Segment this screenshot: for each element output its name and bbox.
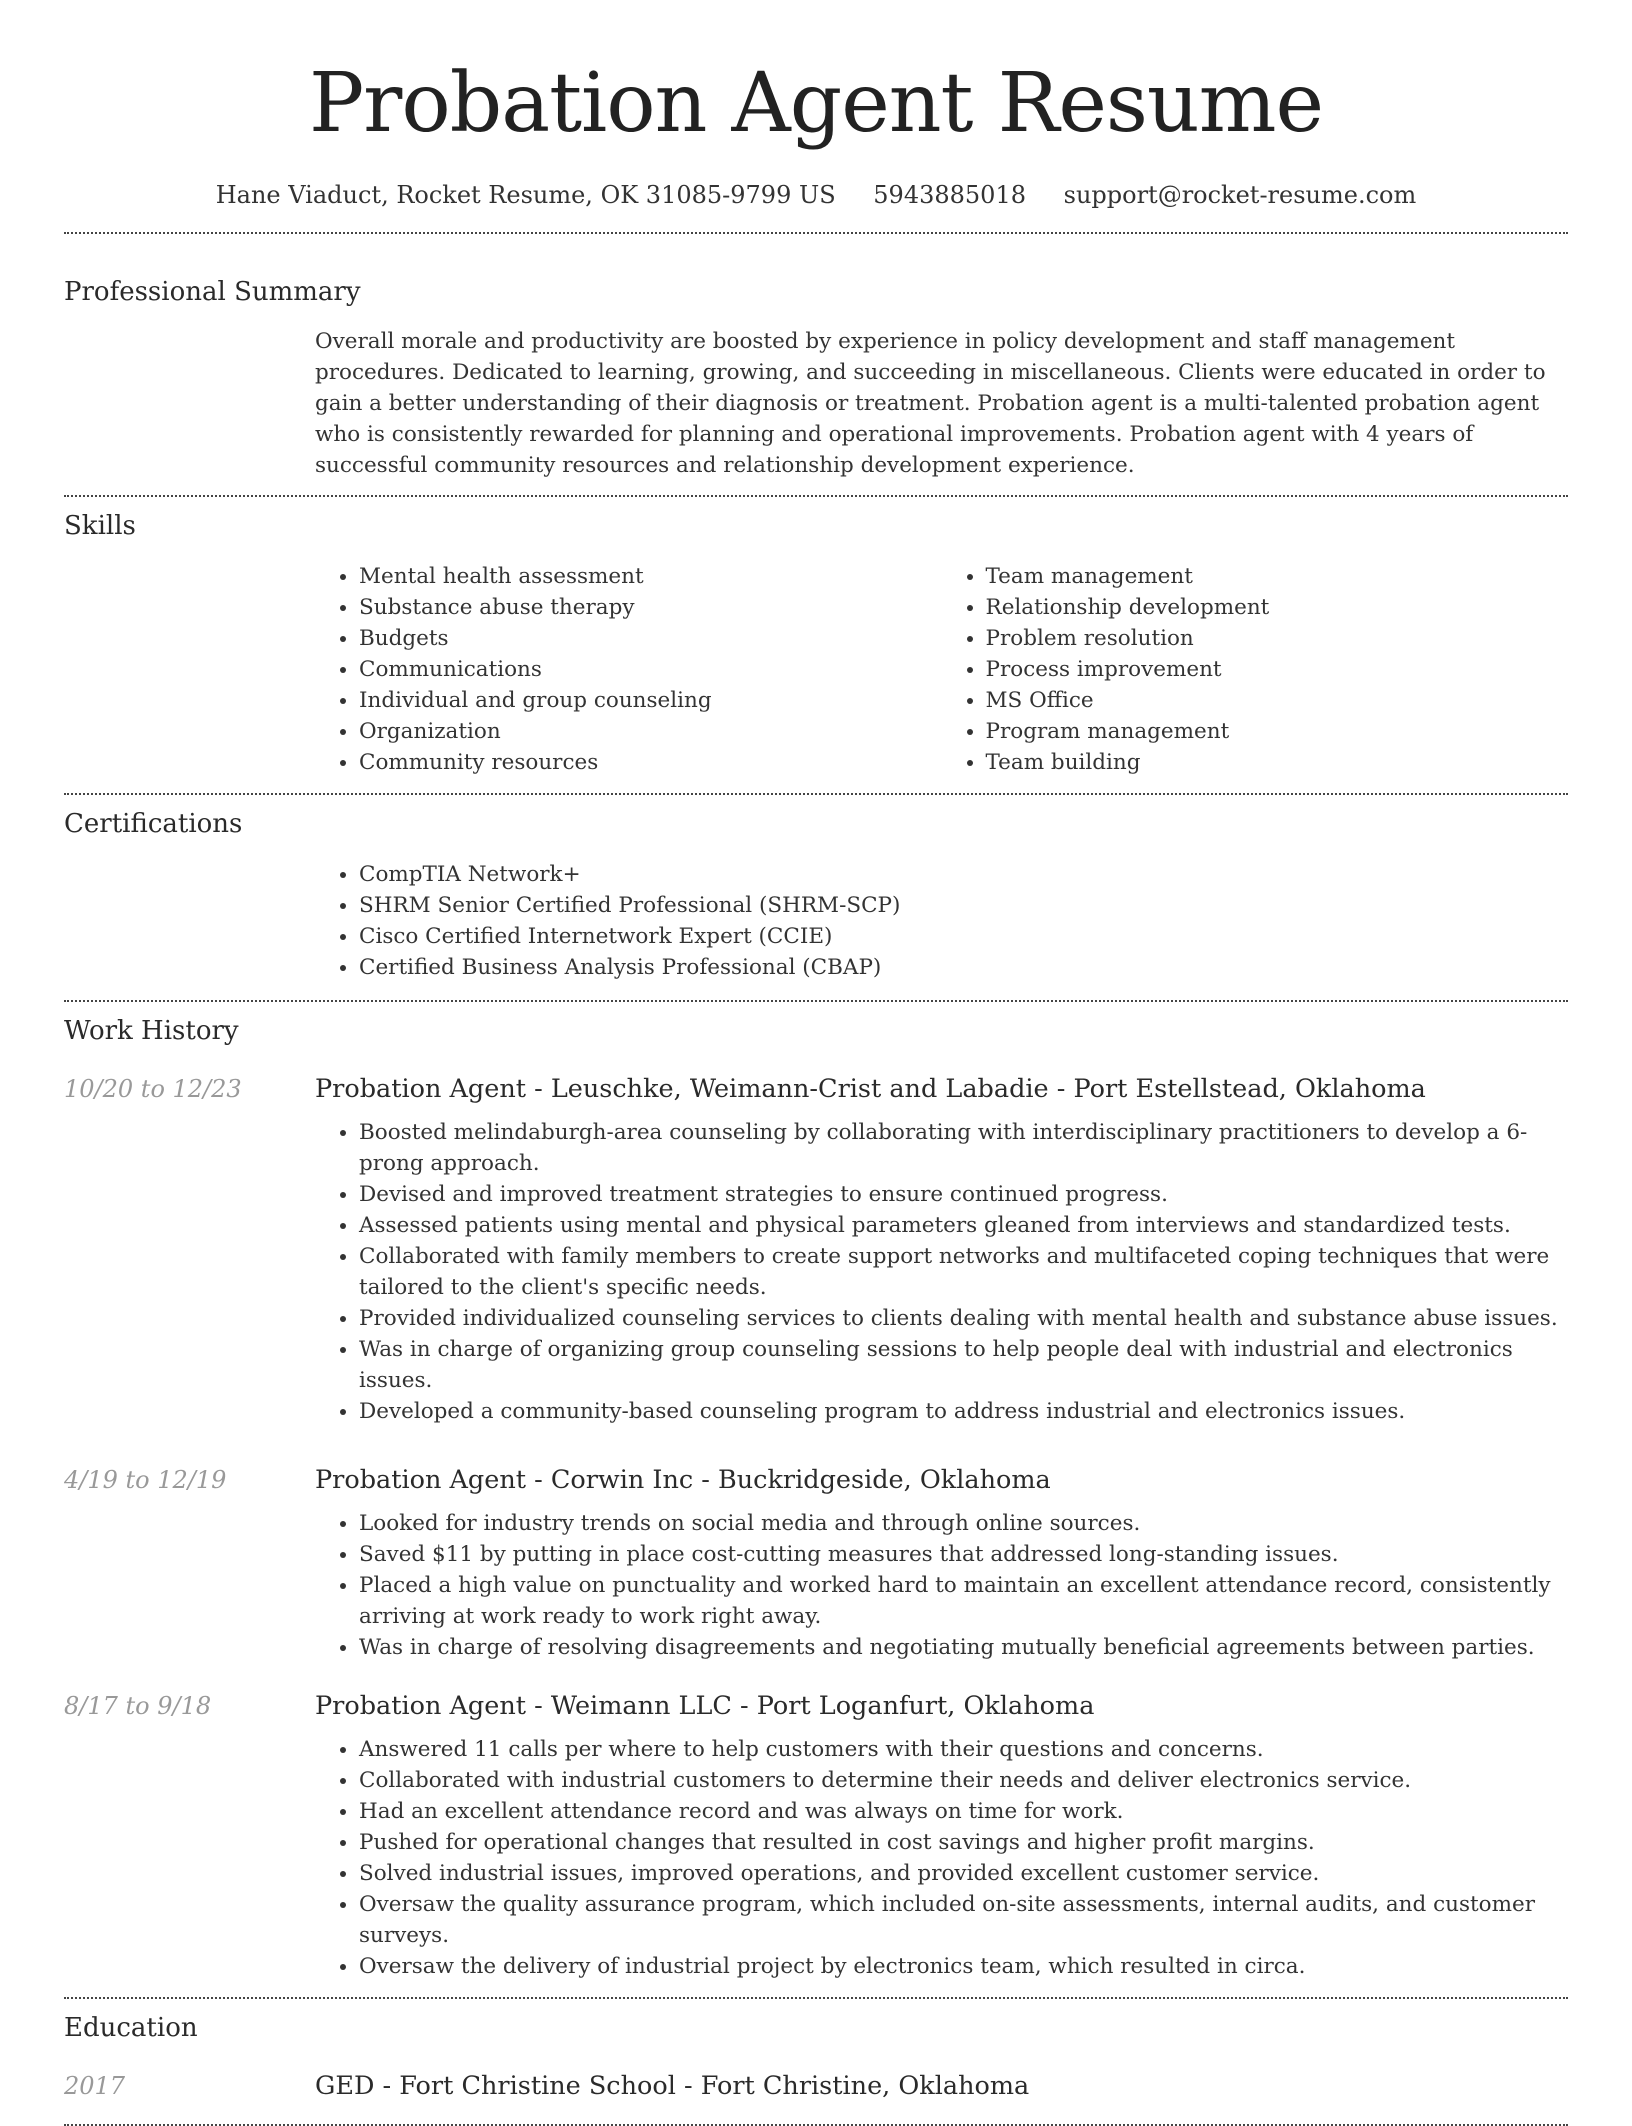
list-item: • Program management <box>986 716 1569 747</box>
section-skills <box>64 506 1568 778</box>
list-item: • Collaborated with industrial customers to determine their needs and deliver electronics service. <box>359 1765 1568 1796</box>
job-dates: 4/19 to 12/19 <box>64 1466 227 1494</box>
list-item: • Was in charge of organizing group counseling sessions to help people deal with industrial and electronics issues. <box>359 1334 1568 1396</box>
certifications-body <box>315 859 1568 983</box>
job-bullets <box>315 1508 1568 1663</box>
divider <box>64 1000 1568 1002</box>
contact-email: support@rocket-resume.com <box>1063 181 1417 209</box>
section-work-history <box>64 1011 1568 1982</box>
list-item: • Solved industrial issues, improved operations, and provided excellent customer service. <box>359 1858 1568 1889</box>
list-item: • MS Office <box>986 685 1569 716</box>
list-item: • Certified Business Analysis Professional (CBAP) <box>359 952 1568 983</box>
job-entry <box>64 1460 1568 1663</box>
list-item: • Boosted melindaburgh-area counseling by collaborating with interdisciplinary practitioners to develop a 6-prong approach. <box>359 1117 1568 1179</box>
section-heading: Certifications <box>64 809 243 839</box>
section-heading: Skills <box>64 511 136 541</box>
section-heading: Professional Summary <box>64 277 361 307</box>
job-body <box>315 1508 1568 1663</box>
education-year: 2017 <box>64 2072 126 2100</box>
job-dates: 10/20 to 12/23 <box>64 1075 242 1103</box>
resume-page <box>64 0 1568 2126</box>
job-bullets <box>315 1734 1568 1982</box>
list-item: • Organization <box>359 716 942 747</box>
list-item: • Placed a high value on punctuality and worked hard to maintain an excellent attendance record, consistently arriving at work ready to work right away. <box>359 1570 1568 1632</box>
list-item: • Pushed for operational changes that resulted in cost savings and higher profit margins. <box>359 1827 1568 1858</box>
section-summary <box>64 272 1568 481</box>
list-item: • Communications <box>359 654 942 685</box>
list-item: • Relationship development <box>986 592 1569 623</box>
education-entry <box>64 2066 1568 2106</box>
contact-phone: 5943885018 <box>873 181 1026 209</box>
list-item: • Process improvement <box>986 654 1569 685</box>
divider <box>64 1997 1568 1999</box>
list-item: • Individual and group counseling <box>359 685 942 716</box>
divider <box>64 232 1568 234</box>
list-item: • Looked for industry trends on social media and through online sources. <box>359 1508 1568 1539</box>
list-item: • Devised and improved treatment strategies to ensure continued progress. <box>359 1179 1568 1210</box>
list-item: • Provided individualized counseling services to clients dealing with mental health and substance abuse issues. <box>359 1303 1568 1334</box>
list-item: • Collaborated with family members to create support networks and multifaceted coping techniques that were tailored to the client's specific needs. <box>359 1241 1568 1303</box>
divider <box>64 793 1568 795</box>
list-item: • Assessed patients using mental and physical parameters gleaned from interviews and standardized tests. <box>359 1210 1568 1241</box>
list-item: • Saved $11 by putting in place cost-cutting measures that addressed long-standing issues. <box>359 1539 1568 1570</box>
list-item: • Substance abuse therapy <box>359 592 942 623</box>
page-title: Probation Agent Resume <box>308 56 1324 151</box>
job-header <box>64 1686 1568 1726</box>
job-body <box>315 1734 1568 1982</box>
list-item: • CompTIA Network+ <box>359 859 1568 890</box>
list-item: • Problem resolution <box>986 623 1569 654</box>
section-certifications <box>64 804 1568 983</box>
list-item: • Mental health assessment <box>359 561 942 592</box>
list-item: • Community resources <box>359 747 942 778</box>
divider <box>64 495 1568 497</box>
summary-body <box>315 326 1568 481</box>
skills-list-right <box>942 561 1569 778</box>
job-header <box>64 1069 1568 1109</box>
job-title: Probation Agent - Corwin Inc - Buckridgeside, Oklahoma <box>315 1465 1051 1495</box>
skills-columns <box>315 561 1568 778</box>
list-item: • Was in charge of resolving disagreements and negotiating mutually beneficial agreements between parties. <box>359 1632 1568 1663</box>
list-item: • Oversaw the delivery of industrial project by electronics team, which resulted in circa. <box>359 1951 1568 1982</box>
job-title: Probation Agent - Leuschke, Weimann-Crist and Labadie - Port Estellstead, Oklahoma <box>315 1074 1426 1104</box>
list-item: • Answered 11 calls per where to help customers with their questions and concerns. <box>359 1734 1568 1765</box>
certifications-list <box>315 859 1568 983</box>
list-item: • Oversaw the quality assurance program, which included on-site assessments, internal audits, and customer surveys. <box>359 1889 1568 1951</box>
contact-address: Hane Viaduct, Rocket Resume, OK 31085-9799 US <box>215 181 836 209</box>
skills-list-left <box>315 561 942 778</box>
job-bullets <box>315 1117 1568 1427</box>
list-item: • Team building <box>986 747 1569 778</box>
section-heading: Work History <box>64 1016 239 1046</box>
job-header <box>64 1460 1568 1500</box>
list-item: • Budgets <box>359 623 942 654</box>
job-title: Probation Agent - Weimann LLC - Port Loganfurt, Oklahoma <box>315 1691 1095 1721</box>
list-item: • Team management <box>986 561 1569 592</box>
job-entry <box>64 1069 1568 1427</box>
list-item: • Developed a community-based counseling program to address industrial and electronics issues. <box>359 1396 1568 1427</box>
job-entry <box>64 1686 1568 1982</box>
list-item: • SHRM Senior Certified Professional (SHRM-SCP) <box>359 890 1568 921</box>
section-heading: Education <box>64 2013 198 2043</box>
job-body <box>315 1117 1568 1427</box>
summary-text: Overall morale and productivity are boosted by experience in policy development and staff management procedures. Dedicated to learning, growing, and succeeding in miscellaneous. Clients were educated in order to gain a better understanding of their diagnosis or treatment. Probation agent is a multi-talented probation agent who is consistently rewarded for planning and operational improvements. Probation agent with 4 years of successful community resources and relationship development experience. <box>315 329 1546 478</box>
list-item: • Had an excellent attendance record and was always on time for work. <box>359 1796 1568 1827</box>
job-dates: 8/17 to 9/18 <box>64 1692 212 1720</box>
contact-line <box>64 178 1568 212</box>
section-education <box>64 2008 1568 2106</box>
list-item: • Cisco Certified Internetwork Expert (CCIE) <box>359 921 1568 952</box>
education-title: GED - Fort Christine School - Fort Christine, Oklahoma <box>315 2071 1030 2101</box>
